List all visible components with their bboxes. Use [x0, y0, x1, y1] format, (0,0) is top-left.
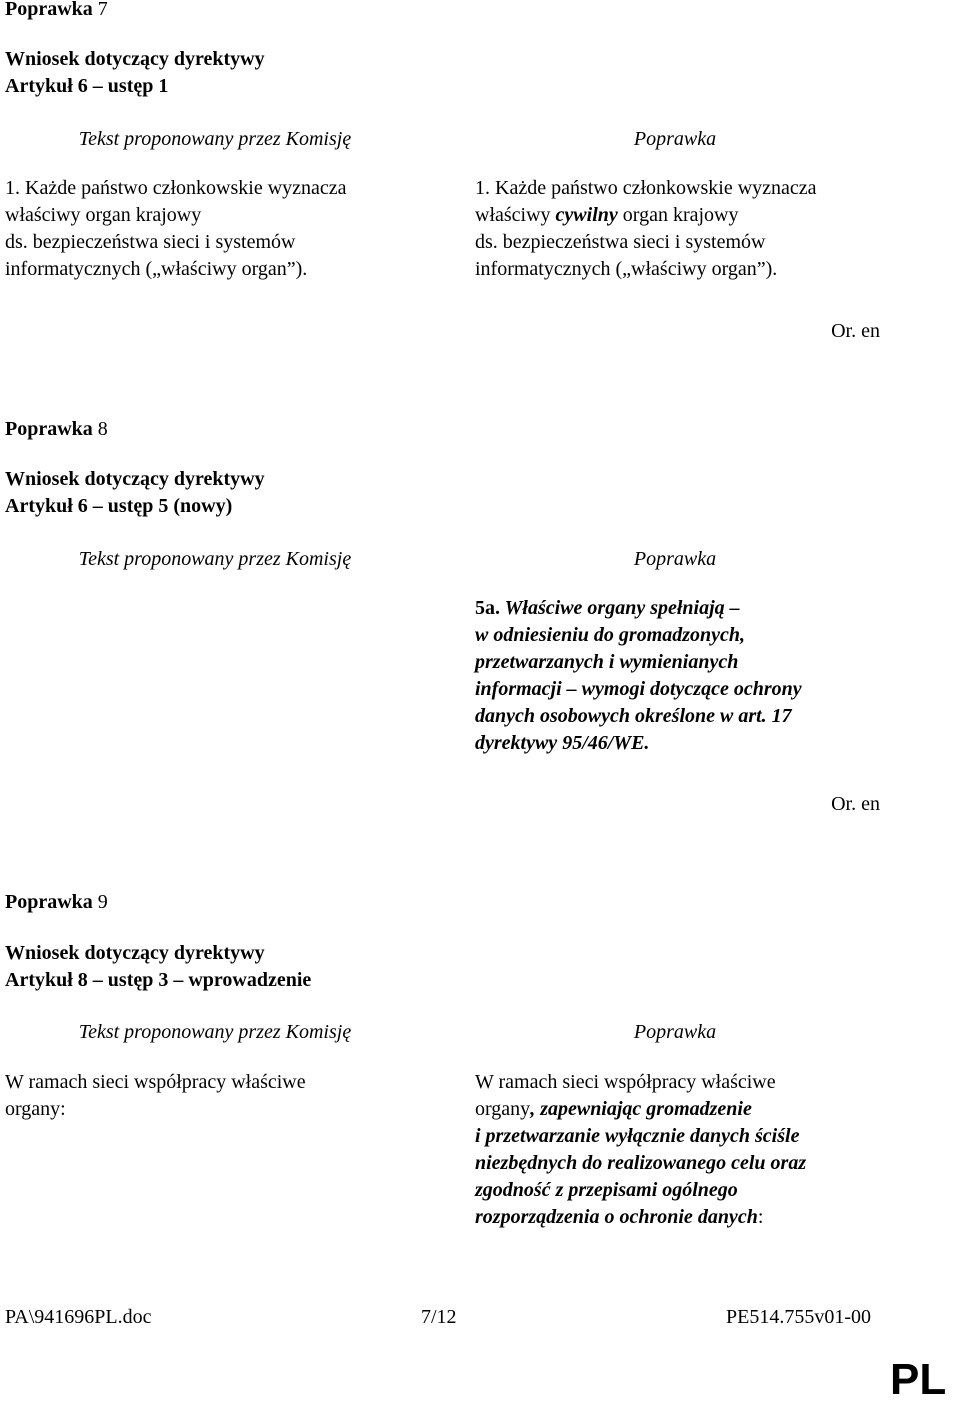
amendment-9-proposal: Wniosek dotyczący dyrektywy — [5, 942, 265, 964]
text-line: W ramach sieci współpracy właściwe — [475, 1071, 776, 1093]
text-line: w odniesieniu do gromadzonych, — [475, 624, 746, 646]
amendment-8-left-header: Tekst proponowany przez Komisję — [78, 548, 352, 570]
amendment-7-commission-text — [5, 175, 425, 283]
amendment-9-commission-text — [5, 1069, 425, 1123]
amendment-9-amendment-text — [475, 1069, 915, 1231]
amendment-8-amendment-text — [475, 595, 915, 757]
amendment-9-article: Artykuł 8 – ustęp 3 – wprowadzenie — [5, 969, 312, 991]
amendment-9-right-header: Poprawka — [633, 1021, 717, 1043]
text-line: organy: — [5, 1098, 66, 1120]
footer-doc-reference: PA\941696PL.doc — [5, 1306, 152, 1328]
amendment-8-proposal: Wniosek dotyczący dyrektywy — [5, 468, 265, 490]
amendment-9-title: Poprawka 9 — [5, 891, 108, 913]
text-line: właściwy cywilny organ krajowy — [475, 204, 739, 226]
text-line: zgodność z przepisami ogólnego — [475, 1179, 738, 1201]
amendment-7-right-header: Poprawka — [633, 128, 717, 150]
inserted-text: cywilny — [555, 204, 618, 226]
text-line: informacji – wymogi dotyczące ochrony — [475, 678, 802, 700]
text-line: 1. Każde państwo członkowskie wyznacza — [475, 177, 817, 199]
amendment-8-title: Poprawka 8 — [5, 418, 108, 440]
text-line: 1. Każde państwo członkowskie wyznacza — [5, 177, 347, 199]
text-line: niezbędnych do realizowanego celu oraz — [475, 1152, 807, 1174]
text-line: danych osobowych określone w art. 17 — [475, 705, 792, 727]
amendment-7-article: Artykuł 6 – ustęp 1 — [5, 75, 169, 97]
amendment-8-right-header: Poprawka — [633, 548, 717, 570]
amendment-7-left-header: Tekst proponowany przez Komisję — [78, 128, 352, 150]
text-line: 5a. Właściwe organy spełniają – — [475, 597, 740, 619]
text-line: informatycznych („właściwy organ”). — [5, 258, 308, 280]
language-mark: PL — [890, 1355, 947, 1404]
text-line: rozporządzenia o ochronie danych: — [475, 1206, 764, 1228]
amendment-7-original-language: Or. en — [831, 320, 880, 342]
text-line: dyrektywy 95/46/WE. — [475, 732, 650, 754]
text-line: właściwy organ krajowy — [5, 204, 202, 226]
text-line: W ramach sieci współpracy właściwe — [5, 1071, 306, 1093]
text-line: organy, zapewniając gromadzenie — [475, 1098, 752, 1120]
text-line: ds. bezpieczeństwa sieci i systemów — [5, 231, 296, 253]
amendment-8-original-language: Or. en — [831, 793, 880, 815]
footer-page-number: 7/12 — [421, 1306, 457, 1328]
amendment-7-title: Poprawka 7 — [5, 0, 108, 20]
text-line: przetwarzanych i wymienianych — [475, 651, 739, 673]
footer-pe-reference: PE514.755v01-00 — [726, 1306, 871, 1328]
amendment-7-proposal: Wniosek dotyczący dyrektywy — [5, 48, 265, 70]
amendment-9-left-header: Tekst proponowany przez Komisję — [78, 1021, 352, 1043]
amendment-8-article: Artykuł 6 – ustęp 5 (nowy) — [5, 495, 233, 517]
text-line: ds. bezpieczeństwa sieci i systemów — [475, 231, 766, 253]
amendment-7-amendment-text — [475, 175, 915, 283]
text-line: informatycznych („właściwy organ”). — [475, 258, 778, 280]
text-line: i przetwarzanie wyłącznie danych ściśle — [475, 1125, 800, 1147]
inserted-text: , zapewniając gromadzenie — [530, 1098, 752, 1120]
